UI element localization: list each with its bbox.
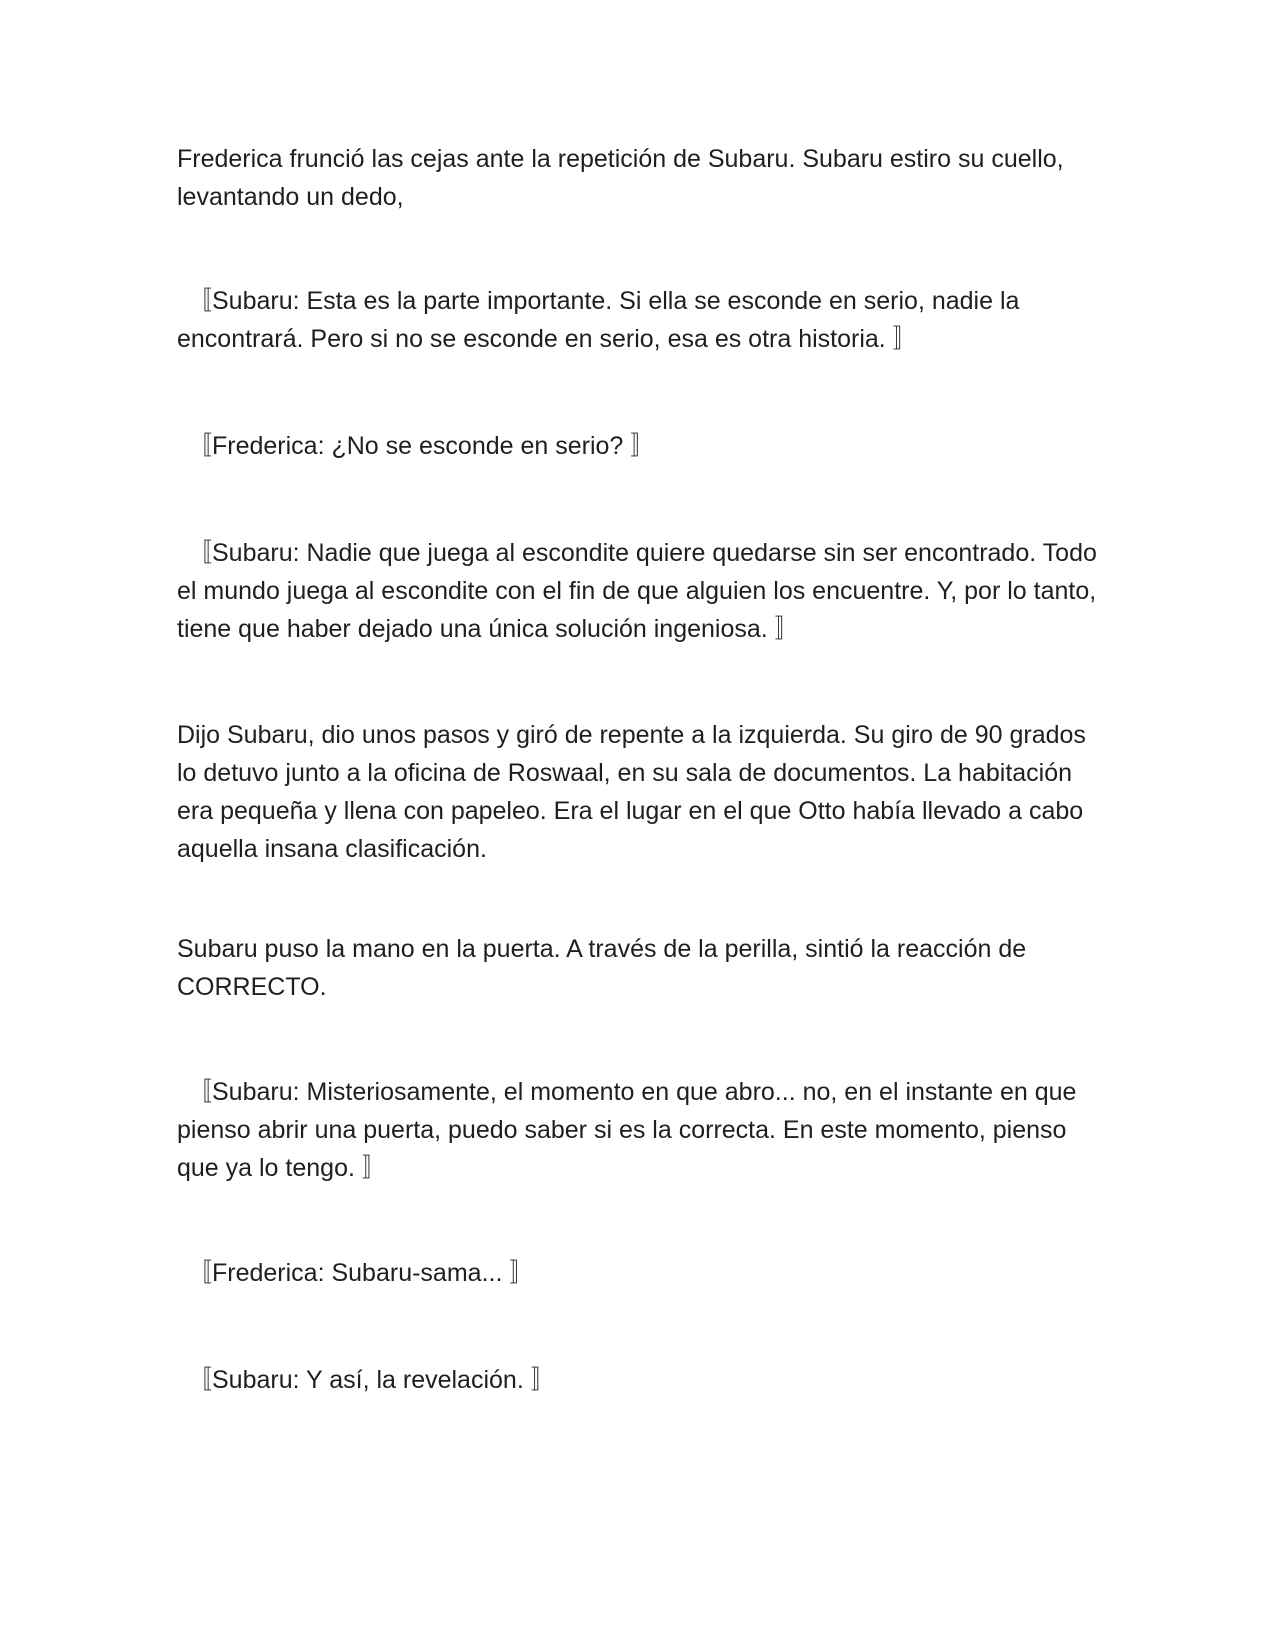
paragraph-narration-2: Dijo Subaru, dio unos pasos y giró de repente a la izquierda. Su giro de 90 grados lo detuvo junto a la oficina de Roswaal, en su sala de documentos. La habitación era pequeña y llena con papeleo. Era el lugar en el que Otto había llevado a cabo aquella insana clasificación.: [177, 721, 1086, 863]
paragraph-dialogue-frederica-1: 〚Frederica: ¿No se esconde en serio? 〛: [187, 432, 656, 460]
paragraph-narration-3: Subaru puso la mano en la puerta. A través de la perilla, sintió la reacción de CORRECTO.: [177, 935, 1027, 1001]
paragraph-narration-1: Frederica frunció las cejas ante la repetición de Subaru. Subaru estiro su cuello, levantando un dedo,: [177, 145, 1064, 211]
paragraph-dialogue-subaru-4: 〚Subaru: Y así, la revelación. 〛: [187, 1366, 556, 1394]
paragraph-dialogue-frederica-2: 〚Frederica: Subaru-sama... 〛: [187, 1259, 535, 1287]
paragraph-dialogue-subaru-2: 〚Subaru: Nadie que juega al escondite quiere quedarse sin ser encontrado. Todo el mundo juega al escondite con el fin de que alguien los encuentre. Y, por lo tanto, tiene que haber dejado una única solución ingeniosa. 〛: [177, 539, 1097, 643]
paragraph-dialogue-subaru-3: 〚Subaru: Misteriosamente, el momento en que abro... no, en el instante en que pienso abrir una puerta, puedo saber si es la correcta. En este momento, pienso que ya lo tengo. 〛: [177, 1078, 1077, 1182]
paragraph-dialogue-subaru-1: 〚Subaru: Esta es la parte importante. Si ella se esconde en serio, nadie la encontrará. Pero si no se esconde en serio, esa es otra historia. 〛: [177, 287, 1020, 353]
